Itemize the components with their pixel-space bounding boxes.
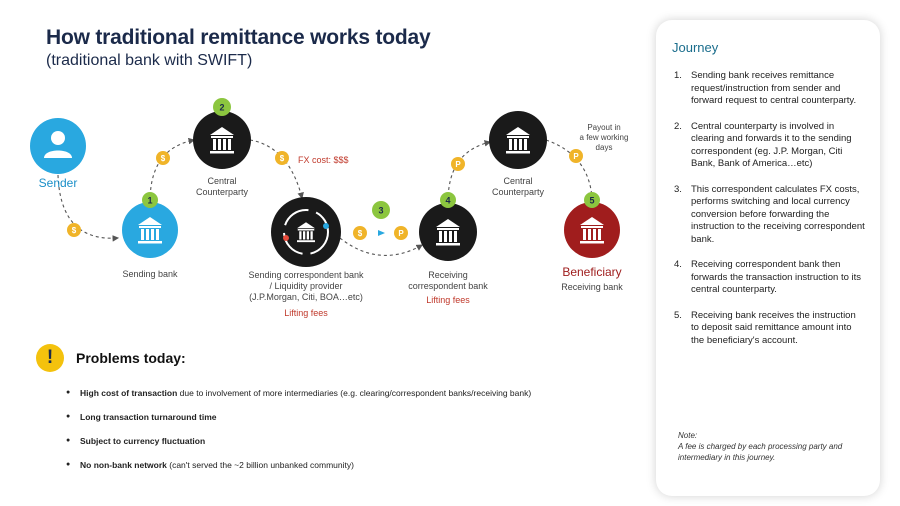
coin-pound-icon: P: [573, 152, 579, 161]
payout-note-label: Payout in a few working days: [579, 123, 629, 152]
lifting-fees-2-label: Lifting fees: [426, 295, 470, 305]
sender-node: [30, 118, 86, 174]
receiving-correspondent-node: [419, 203, 477, 261]
step-badge-5: 5: [589, 195, 595, 206]
coin-dollar-icon: $: [357, 229, 363, 238]
list-item: ● Subject to currency fluctuation: [66, 435, 531, 459]
exchange-arrow-icon: [378, 230, 385, 236]
central-counterparty-1-node: [193, 111, 251, 169]
note-text: A fee is charged by each processing party and intermediary in this journey.: [678, 442, 843, 462]
journey-step: 2. Central counterparty is involved in clearing and forwards it to the sending correspondent (eg. J.P. Morgan, Citi Bank, Bank of America…etc): [674, 120, 852, 169]
journey-step: 5. Receiving bank receives the instruction to deposit said remittance amount into the beneficiary's account.: [674, 309, 856, 346]
page-subtitle: (traditional bank with SWIFT): [46, 52, 253, 69]
list-item: ● No non-bank network (can't served the ~2 billion unbanked community): [66, 459, 531, 483]
list-item: ● High cost of transaction due to involvement of more intermediaries (e.g. clearing/correspondent banks/receiving bank): [66, 387, 531, 411]
sending-bank-node: [122, 202, 178, 258]
journey-panel: [656, 20, 880, 496]
sender-label: Sender: [38, 176, 78, 190]
coin-dollar-icon: $: [71, 226, 77, 235]
coin-pound-icon: P: [398, 229, 404, 238]
sending-bank-label: Sending bank: [122, 269, 178, 279]
coin-dollar-icon: $: [160, 154, 166, 163]
journey-step: 4. Receiving correspondent bank then forwards the transaction instruction to its central counterparty.: [674, 259, 862, 295]
step-badge-2: 2: [219, 102, 225, 113]
step-badge-3: 3: [378, 205, 384, 216]
sending-correspondent-node: [271, 197, 341, 267]
journey-step: 3. This correspondent calculates FX costs, performs switching and local currency conversion before forwarding the instruction to the receiving correspondent bank.: [674, 183, 865, 245]
journey-note: [678, 430, 868, 463]
central-counterparty-1-label: Central Counterparty: [195, 176, 249, 197]
list-item: ● Long transaction turnaround time: [66, 411, 531, 435]
problems-list: [66, 387, 531, 483]
note-label: Note:: [678, 431, 698, 440]
connector-sending-to-receiving-correspondent: [340, 238, 422, 255]
coin-pound-icon: P: [455, 160, 461, 169]
beneficiary-label: Beneficiary: [562, 265, 622, 279]
lifting-fees-1-label: Lifting fees: [284, 308, 328, 318]
beneficiary-node: [564, 202, 620, 258]
sending-correspondent-label: Sending correspondent bank / Liquidity provider (J.P.Morgan, Citi, BOA…etc): [248, 270, 364, 302]
coin-dollar-icon: $: [279, 154, 285, 163]
central-counterparty-2-node: [489, 111, 547, 169]
step-badge-4: 4: [445, 195, 451, 206]
journey-title: Journey: [672, 40, 719, 55]
journey-steps: [674, 70, 866, 360]
fx-cost-label: FX cost: $$$: [298, 155, 349, 165]
receiving-bank-label: Receiving bank: [561, 282, 623, 292]
problems-title: Problems today:: [76, 350, 186, 366]
warning-icon: !: [36, 344, 64, 372]
step-badge-1: 1: [147, 195, 153, 206]
central-counterparty-2-label: Central Counterparty: [491, 176, 545, 197]
person-icon: [51, 131, 65, 145]
receiving-correspondent-label: Receiving correspondent bank: [408, 270, 488, 291]
journey-step: 1. Sending bank receives remittance request/instruction from sender and forward request to central counterparty.: [674, 70, 857, 106]
page-title: How traditional remittance works today: [46, 26, 431, 49]
